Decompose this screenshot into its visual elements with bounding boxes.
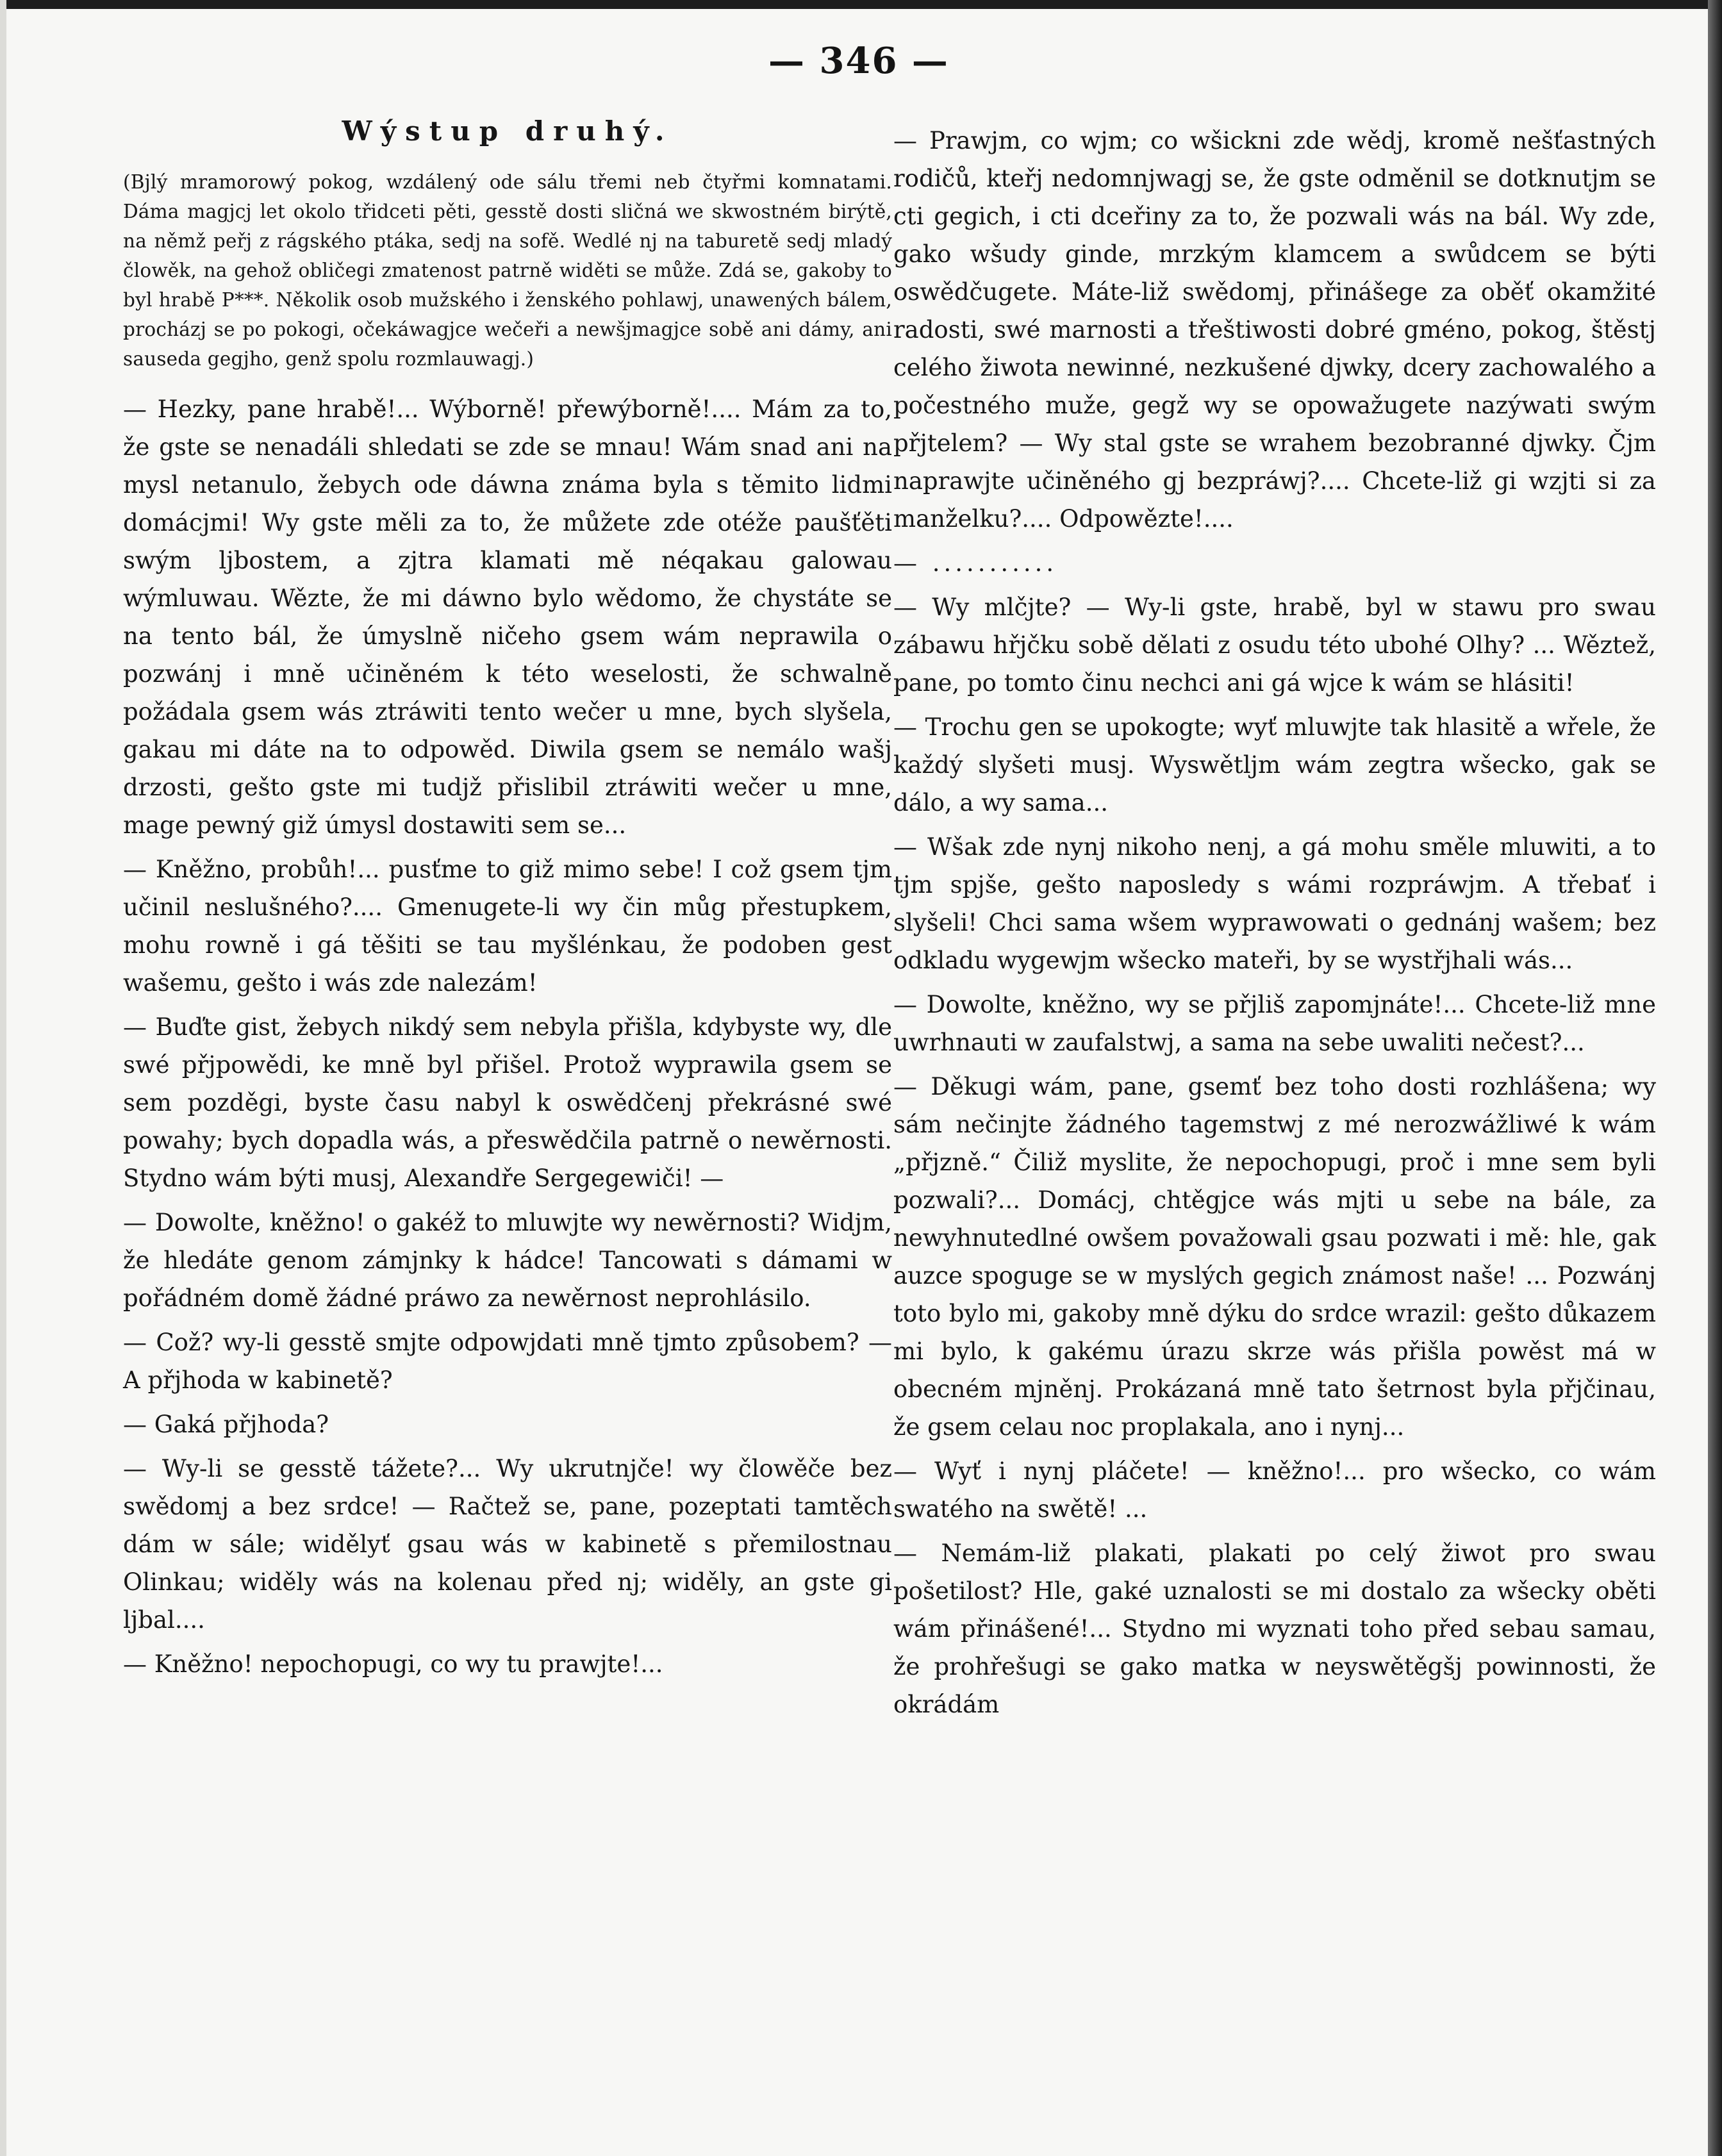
dialogue-paragraph: — Děkugi wám, pane, gsemť bez toho dosti rozhlášena; wy sám nečinjte žádného tagemstwj z mé nerozwážliwé k wám „přjzně.“ Čiliž myslite, že nepochopugi, proč i mne sem byli pozwali?... Domácj, chtěgjce wás mjti u sebe na bále, za newyhnutedlné owšem považowali gsau pozwati i mě: hle, gak auzce spoguge se w myslých gegich známost naše! ... Pozwánj toto bylo mi, gakoby mně dýku do srdce wrazil: gešto důkazem mi bylo, k gakému úrazu skrze wás přišla powěst má w obecném mjněnj. Prokázaná mně tato šetrnost byla přjčinau, že gsem celau noc proplakala, ano i nynj... <box>893 1073 1656 1441</box>
right-column <box>893 122 1656 1730</box>
dialogue-paragraph: — Gaká přjhoda? <box>123 1411 329 1438</box>
dialogue-paragraph: — Wšak zde nynj nikoho nenj, a gá mohu směle mluwiti, a to tjm spjše, gešto naposledy s wámi rozpráwjm. A třebať i slyšeli! Chci sama wšem wyprawowati o gednánj wašem; bez odkladu wygewjm wšecko mateři, by se wystřjhali wás... <box>893 833 1656 974</box>
dialogue-paragraph: — Wy mlčjte? — Wy-li gste, hrabě, byl w stawu pro swau zábawu hřjčku sobě dělati z osudu této ubohé Olhy? ... Wěztež, pane, po tomto činu nechci ani gá wjce k wám se hlásiti! <box>893 593 1656 697</box>
scan-edge-left <box>0 0 6 2156</box>
scene-title: Wýstup druhý. <box>342 115 674 147</box>
dialogue-paragraph: — Dowolte, kněžno, wy se přjliš zapomjnáte!... Chcete-liž mne uwrhnauti w zaufalstwj, a sama na sebe uwaliti nečest?... <box>893 991 1656 1056</box>
stage-direction: (Bjlý mramorowý pokog, wzdálený ode sálu třemi neb čtyřmi komnatami. Dáma magjcj let okolo třidceti pěti, gesstě dosti sličná we skwostném birýtě, na němž peřj z rágského ptáka, sedj na sofě. Wedlé nj na taburetě sedj mladý člowěk, na gehož obličegi zmatenost patrně widěti se může. Zdá se, gakoby to byl hrabě P***. Několik osob mužského i ženského pohlawj, unawených bálem, procházj se po pokogi, očekáwagjce wečeři a newšjmagjce sobě ani dámy, ani sauseda gegjho, genž spolu rozmlauwagj.) <box>123 171 892 370</box>
dialogue-paragraph: — Buďte gist, žebych nikdý sem nebyla přišla, kdybyste wy, dle swé přjpowědi, ke mně byl přišel. Protož wyprawila gsem se sem pozděgi, byste času nabyl k oswědčenj překrásné swé powahy; bych dopadla wás, a přeswědčila patrně o newěrnosti. Stydno wám býti musj, Alexandře Sergegewiči! — <box>123 1013 892 1192</box>
dialogue-paragraph: — Kněžno, probůh!... pusťme to giž mimo sebe! I což gsem tjm učinil neslušného?.... Gmenugete-li wy čin můg přestupkem, mohu rowně i gá těšiti se tau myšlénkau, že podoben gest wašemu, gešto i wás zde nalezám! <box>123 856 892 997</box>
scan-edge-right <box>1708 0 1722 2156</box>
dialogue-paragraph: — Prawjm, co wjm; co wšickni zde wědj, kromě nešťastných rodičů, kteřj nedomnjwagj se, že gste odměnil se dotknutjm se cti gegich, i cti dceřiny za to, že pozwali wás na bál. Wy zde, gako wšudy ginde, mrzkým klamcem a swůdcem se býti oswědčugete. Máte-liž swědomj, přinášege za oběť okamžité radosti, swé marnosti a třeštiwosti dobré gméno, pokog, štěstj celého žiwota newinné, nezkušené djwky, dcery zachowalého a počestného muže, gegž wy se opowažugete nazýwati swým přjtelem? — Wy stal gste se wrahem bezobranné djwky. Čjm naprawjte učiněného gj bezpráwj?.... Chcete-liž gi wzjti si za manželku?.... Odpowězte!.... <box>893 127 1656 533</box>
dialogue-paragraph: — Dowolte, kněžno! o gakéž to mluwjte wy newěrnosti? Widjm, že hledáte genom zámjnky k hádce! Tancowati s dámami w pořádném domě žádné práwo za newěrnost neprohlásilo. <box>123 1209 892 1312</box>
dialogue-paragraph: — Wy-li se gesstě tážete?... Wy ukrutnjče! wy člowěče bez swědomj a bez srdce! — Račtež se, pane, pozeptati tamtěch dám w sále; widělyť gsau wás w kabinetě s přemilostnau Olinkau; widěly wás na kolenau před nj; widěly, an gste gi ljbal.... <box>123 1455 892 1634</box>
dialogue-paragraph: — Wyť i nynj pláčete! — kněžno!... pro wšecko, co wám swatého na swětě! ... <box>893 1457 1656 1523</box>
dialogue-paragraph: — Nemám-liž plakati, plakati po celý žiwot pro swau pošetilost? Hle, gaké uznalosti se mi dostalo za wšecky oběti wám přinášené!... Stydno mi wyznati toho před sebau samau, že prohřešugi se gako matka w neyswětěgšj powinnosti, že okrádám <box>893 1539 1656 1718</box>
dialogue-paragraph: — Hezky, pane hrabě!... Wýborně! přewýborně!.... Mám za to, že gste se nenadáli shledati se zde se mnau! Wám snad ani na mysl netanulo, žebych ode dáwna známa byla s těmito lidmi domácjmi! Wy gste měli za to, že můžete zde otéže paušťěti swým ljbostem, a zjtra klamati mě néqakau galowau wýmluwau. Wězte, že mi dáwno bylo wědomo, že chystáte se na tento bál, že úmyslně ničeho gsem wám neprawila o pozwánj i mně učiněném k této weselosti, že schwalně požádala gsem wás ztráwiti tento wečer u mne, bych slyšela, gakau mi dáte na to odpowěd. Diwila gsem se nemálo wašj drzosti, gešto gste mi tudjž přislibil ztráwiti wečer u mne, mage pewný giž úmysl dostawiti sem se... <box>123 395 892 839</box>
dialogue-paragraph: — Což? wy-li gesstě smjte odpowjdati mně tjmto způsobem? — A přjhoda w kabinetě? <box>123 1329 892 1394</box>
dialogue-paragraph: — Trochu gen se upokogte; wyť mluwjte tak hlasitě a wřele, že každý slyšeti musj. Wyswětljm wám zegtra wšecko, gak se dálo, a wy sama... <box>893 713 1656 817</box>
page-number: — 346 — <box>768 40 949 82</box>
ellipsis-line: — ........... <box>893 549 1058 577</box>
dialogue-paragraph: — Kněžno! nepochopugi, co wy tu prawjte!... <box>123 1650 663 1678</box>
left-column <box>123 115 892 1689</box>
scan-edge-top <box>0 0 1722 9</box>
